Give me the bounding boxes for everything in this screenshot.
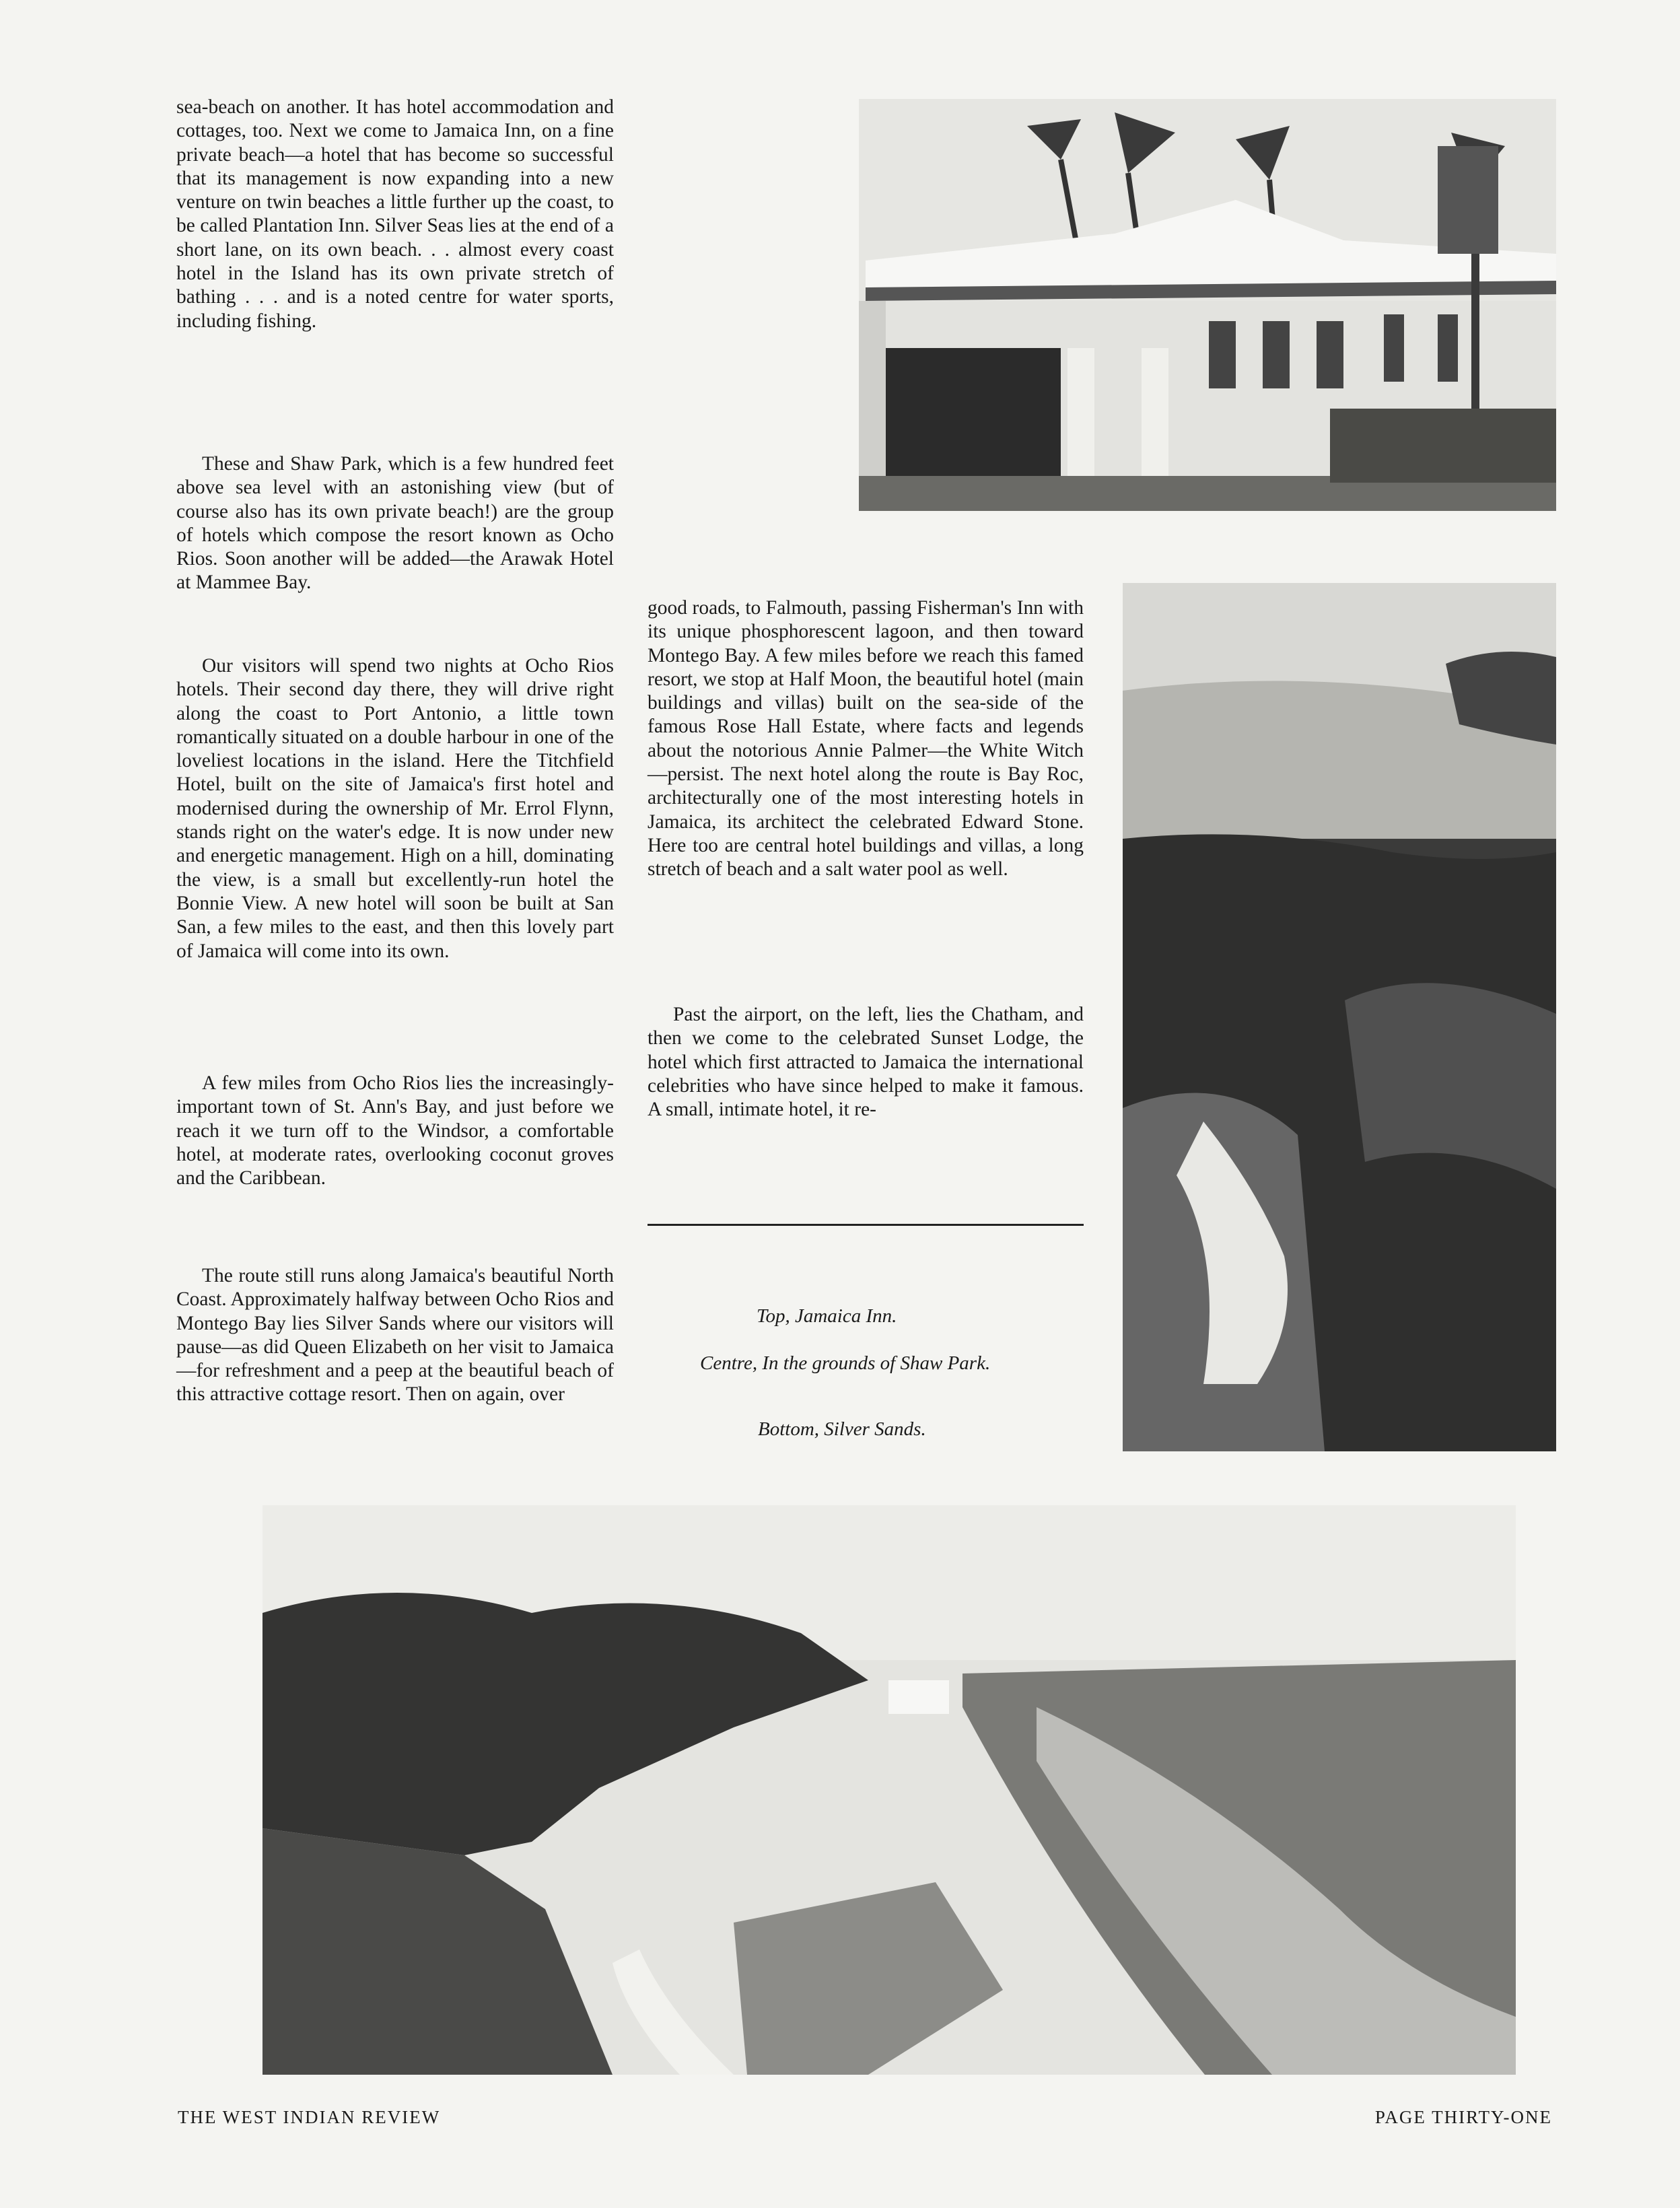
paragraph-jamaica-inn: sea-beach on another. It has hotel accommodation and cottages, too. Next we come to Jamaica Inn, on a fine private beach—a hotel that has become so successful that its management is now expanding into a new venture on twin beaches a little further up the coast, to be called Plantation Inn. Silver Seas lies at the end of a short lane, on its own beach. . . almost every coast hotel in the Island has its own private stretch of bathing . . . and is a noted centre for water sports, including fishing. — [176, 96, 614, 332]
paragraph-silver-sands: The route still runs along Jamaica's beautiful North Coast. Approximately halfway between Ocho Rios and Montego Bay lies Silver Sands where our visitors will pause—as did Queen Elizabeth on her visit to Jamaica—for refreshment and a peep at the beautiful beach of this attractive cottage resort. Then on again, over — [176, 1265, 614, 1406]
footer-publication: THE WEST INDIAN REVIEW — [178, 2107, 441, 2127]
caption-top: Top, Jamaica Inn. — [757, 1305, 897, 1327]
footer-page-number: PAGE THIRTY-ONE — [1374, 2107, 1552, 2127]
paragraph-sunset-lodge: Past the airport, on the left, lies the Chatham, and then we come to the celebrated Sunset Lodge, the hotel which first attracted to Jamaica the international celebrities who have since helped to make it famous. A small, intimate hotel, it re- — [648, 1004, 1084, 1121]
photo-silver-sands — [262, 1505, 1516, 2075]
photo-jamaica-inn — [859, 99, 1556, 511]
paragraph-ocho-rios: These and Shaw Park, which is a few hundred feet above sea level with an astonishing view (but of course also has its own private beach!) are the group of hotels which compose the resort known as Ocho Rios. Soon another will be added—the Arawak Hotel at Mammee Bay. — [176, 453, 614, 594]
paragraph-st-anns-bay: A few miles from Ocho Rios lies the increasingly-important town of St. Ann's Bay, and just before we reach it we turn off to the Windsor, a comfortable hotel, at moderate rates, overlooking coconut groves and the Caribbean. — [176, 1072, 614, 1189]
paragraph-port-antonio: Our visitors will spend two nights at Ocho Rios hotels. Their second day there, they will drive right along the coast to Port Antonio, a little town romantically situated on a double harbour in one of the loveliest locations in the island. Here the Titchfield Hotel, built on the site of Jamaica's first hotel and modernised during the ownership of Mr. Errol Flynn, stands right on the water's edge. It is now under new and energetic management. High on a hill, dominating the view, is a small but excellently-run hotel the Bonnie View. A new hotel will soon be built at San San, a few miles to the east, and then this lovely part of Jamaica will come into its own. — [176, 655, 614, 962]
photo-shaw-park — [1123, 583, 1556, 1451]
caption-divider — [648, 1224, 1084, 1226]
caption-center: Centre, In the grounds of Shaw Park. — [700, 1352, 991, 1374]
caption-bottom: Bottom, Silver Sands. — [758, 1418, 926, 1440]
paragraph-falmouth: good roads, to Falmouth, passing Fisherman's Inn with its unique phosphorescent lagoon, and then toward Montego Bay. A few miles before we reach this famed resort, we stop at Half Moon, the beautiful hotel (main buildings and villas) built on the sea-side of the famous Rose Hall Estate, where facts and legends about the notorious Annie Palmer—the White Witch—persist. The next hotel along the route is Bay Roc, architecturally one of the most interesting hotels in Jamaica, its architect the celebrated Edward Stone. Here too are central hotel buildings and villas, a long stretch of beach and a salt water pool as well. — [648, 597, 1084, 881]
